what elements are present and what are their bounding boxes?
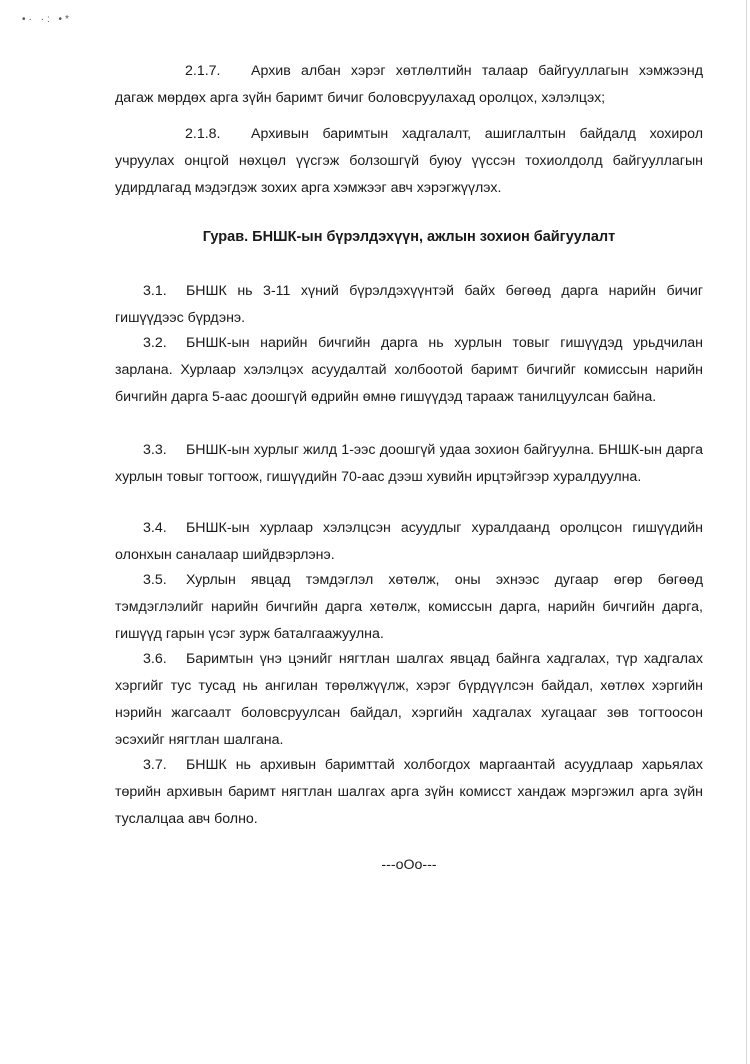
clause-2-1-7 — [115, 58, 703, 112]
clause-number: 2.1.7. — [185, 63, 221, 79]
clause-3-3 — [115, 437, 703, 491]
clause-text: БНШК-ын хурлаар хэлэлцсэн асуудлыг хуралдаанд оролцсон гишүүдийн олонхын саналаар шийдвэрлэнэ. — [115, 520, 703, 563]
clause-3-2 — [115, 330, 703, 411]
clause-number: 3.1. — [143, 283, 167, 299]
closing-mark: ---оОо--- — [381, 857, 437, 873]
clause-text: Баримтын үнэ цэнийг нягтлан шалгах явцад байнга хадгалах, түр хадгалах хэргийг тус тусад нь ангилан төрөлжүүлж, хэрэг бүрдүүлсэн байдал, хөтлөх хэргийн нэрийн жагсаалт боловсруулсан байдал, хэргийн хадгалах хугацааг зөв тогтоосон эсэхийг нягтлан шалгана. — [115, 651, 703, 748]
clause-number: 3.7. — [143, 757, 167, 773]
clause-text: БНШК нь архивын баримттай холбогдох маргаантай асуудлаар харьялах төрийн архивын баримт нягтлан шалгах арга зүйн комисст хандаж мэргэжил арга зүйн туслалцаа авч болно. — [115, 757, 703, 827]
clause-3-5 — [115, 567, 703, 648]
clause-text: Хурлын явцад тэмдэглэл хөтөлж, оны эхнээс дугаар өгөр бөгөөд тэмдэглэлийг нарийн бичгийн дарга хөтөлж, комиссын дарга, нарийн бичгийн дарга, гишүүд гарын үсэг зурж баталгаажуулна. — [115, 572, 703, 642]
clause-number: 3.5. — [143, 572, 167, 588]
clause-text: БНШК-ын нарийн бичгийн дарга нь хурлын товыг гишүүдэд урьдчилан зарлана. Хурлаар хэлэлцэх асуудалтай холбоотой баримт бичгийг комиссын нарийн бичгийн дарга 5-аас доошгүй өдрийн өмнө гишүүдэд тарааж танилцуулсан байна. — [115, 335, 703, 405]
clause-number: 3.6. — [143, 651, 167, 667]
scan-edge — [746, 0, 747, 1064]
clause-text: БНШК нь 3-11 хүний бүрэлдэхүүнтэй байх бөгөөд дарга нарийн бичиг гишүүдээс бүрдэнэ. — [115, 283, 703, 326]
clause-number: 2.1.8. — [185, 126, 221, 142]
clause-2-1-8 — [115, 121, 703, 202]
clause-text: Архивын баримтын хадгалалт, ашиглалтын байдалд хохирол учруулах онцгой нөхцөл үүсгэж болзошгүй буюу үүссэн тохиолдолд байгууллагын удирдлагад мэдэгдэж зохих арга хэмжээг авч хэрэгжүүлэх. — [115, 126, 703, 196]
clause-3-1 — [115, 278, 703, 332]
clause-number: 3.3. — [143, 442, 167, 458]
clause-text: БНШК-ын хурлыг жилд 1-ээс доошгүй удаа зохион байгуулна. БНШК-ын дарга хурлын товыг тогтоож, гишүүдийн 70-аас дээш хувийн ирцтэйгээр хуралдуулна. — [115, 442, 703, 485]
clause-3-7 — [115, 752, 703, 833]
clause-3-4 — [115, 515, 703, 569]
clause-number: 3.2. — [143, 335, 167, 351]
section-title: Гурав. БНШК-ын бүрэлдэхүүн, ажлын зохион байгуулалт — [202, 229, 616, 245]
clause-number: 3.4. — [143, 520, 167, 536]
clause-text: Архив албан хэрэг хөтлөлтийн талаар байгууллагын хэмжээнд дагаж мөрдөх арга зүйн баримт бичиг боловсруулахад оролцох, хэлэлцэх; — [115, 63, 703, 106]
scan-specks: •· ·: •* — [22, 14, 72, 25]
clause-3-6 — [115, 646, 703, 754]
